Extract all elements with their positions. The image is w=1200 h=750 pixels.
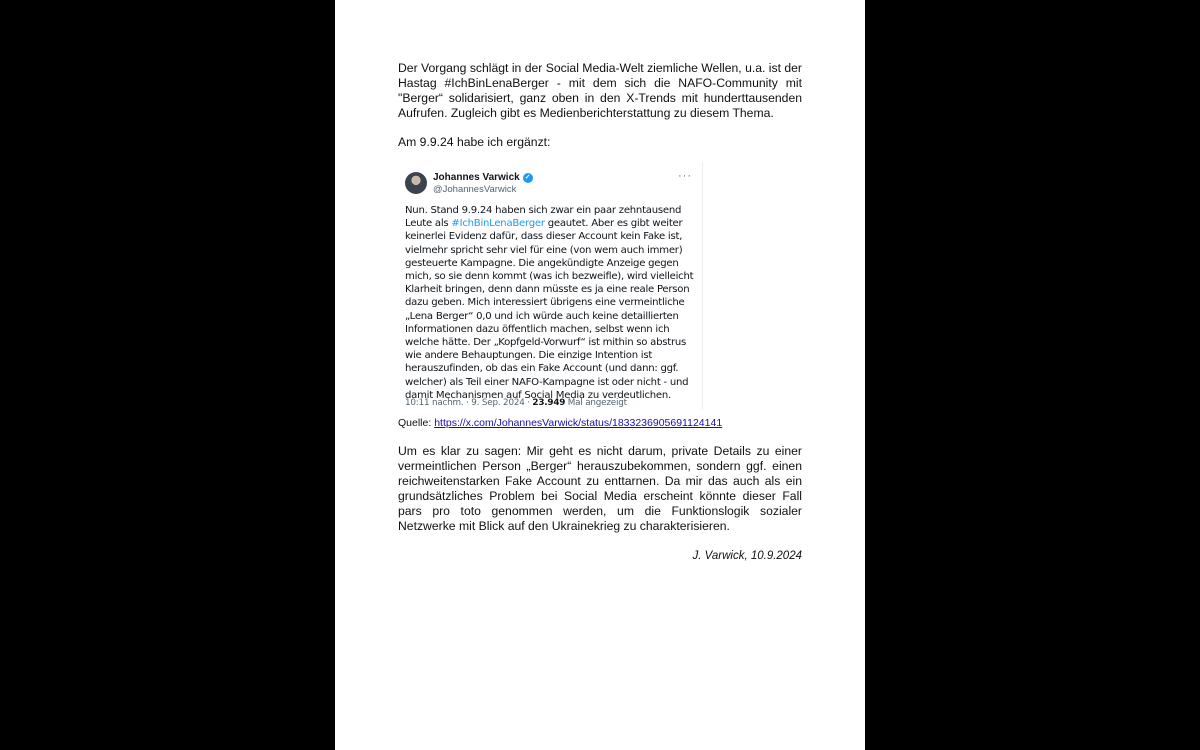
embedded-tweet bbox=[402, 162, 703, 410]
tweet-author-name: Johannes Varwick bbox=[433, 172, 520, 183]
document-page bbox=[335, 0, 865, 750]
verified-badge-icon: ✓ bbox=[523, 173, 533, 183]
source-link[interactable]: https://x.com/JohannesVarwick/status/1833236905691124141 bbox=[434, 417, 723, 429]
signature: J. Varwick, 10.9.2024 bbox=[692, 550, 802, 562]
tweet-text-before: Nun. Stand 9.9.24 haben sich zwar ein paar zehntausend Leute als bbox=[405, 205, 682, 230]
tweet-meta bbox=[405, 398, 627, 408]
tweet-handle: @JohannesVarwick bbox=[433, 184, 517, 195]
tweet-views: 23.949 bbox=[532, 398, 566, 408]
avatar bbox=[405, 172, 427, 194]
paragraph-addendum-intro: Am 9.9.24 habe ich ergänzt: bbox=[398, 135, 551, 149]
paragraph-clarification: Um es klar zu sagen: Mir geht es nicht darum, private Details zu einer vermeintlichen Person „Berger“ herauszubekommen, sondern ggf. einen reichweitenstarken Fake Account zu enttarnen. Da mir das auch als ein grundsätzliches Problem bei Social Media erscheint könnte dieser Fall pars pro toto genommen werden, um die Funktionslogik sozialer Netzwerke mit Blick auf den Ukrainekrieg zu charakterisieren. bbox=[398, 444, 802, 533]
tweet-text bbox=[405, 204, 695, 402]
tweet-author bbox=[433, 172, 533, 183]
tweet-views-label: Mal angezeigt bbox=[565, 398, 627, 408]
document-content bbox=[398, 61, 802, 564]
source-line bbox=[398, 416, 802, 431]
tweet-text-after: geautet. Aber es gibt weiter keinerlei Evidenz dafür, dass dieser Account kein Fake ist, vielmehr spricht sehr viel für eine (von wem auch immer) gesteuerte Kampagne. Die angekündigte Anzeige gegen mich, so sie denn kommt (was ich bezweifle), wird vielleicht Klarheit bringen, denn dann müsste es ja eine reale Person dazu geben. Mich interessiert übrigens eine vermeintliche „Lena Berger“ 0,0 und ich würde auch keine detaillierten Informationen dazu öffentlich machen, selbst wenn ich welche hätte. Der „Kopfgeld-Vorwurf“ ist mithin so abstrus wie andere Behauptungen. Die einzige Intention ist herauszufinden, ob das ein Fake Account (und dann: ggf. welcher) als Teil einer NAFO-Kampagne ist oder nicht - und damit Mechanismen auf Social Media zu verdeutlichen. bbox=[405, 218, 694, 401]
more-options-icon: ··· bbox=[678, 170, 692, 182]
tweet-hashtag: #IchBinLenaBerger bbox=[451, 218, 545, 230]
tweet-timestamp: 10:11 nachm. · 9. Sep. 2024 · bbox=[405, 398, 533, 408]
source-label: Quelle: bbox=[398, 417, 435, 429]
paragraph-intro: Der Vorgang schlägt in der Social Media-Welt ziemliche Wellen, u.a. ist der Hastag #IchBinLenaBerger - mit dem sich die NAFO-Community mit "Berger“ solidarisiert, ganz oben in den X-Trends mit hunderttausenden Aufrufen. Zugleich gibt es Medienberichterstattung zu diesem Thema. bbox=[398, 61, 802, 120]
